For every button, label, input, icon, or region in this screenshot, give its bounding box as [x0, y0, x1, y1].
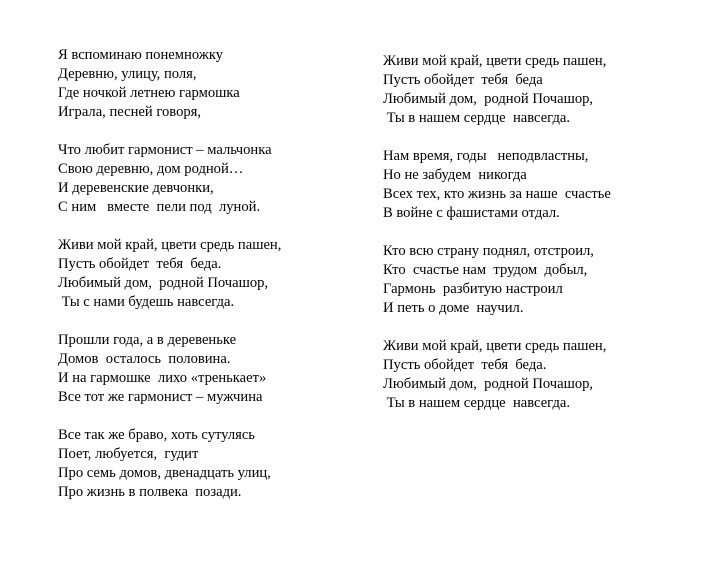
poem-line: С ним вместе пели под луной.: [58, 199, 261, 215]
poem-line: Ты с нами будешь навсегда.: [58, 294, 235, 310]
poem-line: Пусть обойдет тебя беда.: [58, 256, 222, 272]
poem-line: Живи мой край, цвети средь пашен,: [383, 338, 607, 354]
poem-line: Что любит гармонист – мальчонка: [58, 142, 272, 158]
stanza-1: [58, 46, 281, 122]
poem-line: Гармонь разбитую настроил: [383, 281, 563, 297]
poem-line: Деревню, улицу, поля,: [58, 66, 197, 82]
stanza-2: [58, 141, 281, 217]
poem-line: Я вспоминаю понемножку: [58, 47, 224, 63]
poem-line: Живи мой край, цвети средь пашен,: [58, 237, 282, 253]
poem-line: Нам время, годы неподвластны,: [383, 148, 589, 164]
poem-line: Кто всю страну поднял, отстроил,: [383, 243, 594, 259]
poem-line: Пусть обойдет тебя беда.: [383, 357, 547, 373]
poem-line: И деревенские девчонки,: [58, 180, 214, 196]
poem-left-column: [58, 46, 281, 521]
poem-line: Всех тех, кто жизнь за наше счастье: [383, 186, 611, 202]
poem-line: Все тот же гармонист – мужчина: [58, 389, 263, 405]
poem-line: Про жизнь в полвека позади.: [58, 484, 242, 500]
stanza-7: [383, 147, 611, 223]
poem-line: Кто счастье нам трудом добыл,: [383, 262, 588, 278]
poem-right-column: [383, 52, 611, 432]
poem-line: В войне с фашистами отдал.: [383, 205, 560, 221]
poem-line: Играла, песней говоря,: [58, 104, 202, 120]
poem-line: Домов осталось половина.: [58, 351, 231, 367]
poem-line: Где ночкой летнею гармошка: [58, 85, 240, 101]
stanza-8: [383, 242, 611, 318]
poem-line: Но не забудем никогда: [383, 167, 527, 183]
poem-line: И на гармошке лихо «тренькает»: [58, 370, 267, 386]
poem-line: Все так же браво, хоть сутулясь: [58, 427, 255, 443]
poem-line: Прошли года, а в деревеньке: [58, 332, 237, 348]
poem-line: Ты в нашем сердце навсегда.: [383, 110, 570, 126]
poem-line: Пусть обойдет тебя беда: [383, 72, 543, 88]
poem-line: И петь о доме научил.: [383, 300, 524, 316]
stanza-5: [58, 426, 281, 502]
stanza-3-refrain: [58, 236, 281, 312]
poem-line: Поет, любуется, гудит: [58, 446, 199, 462]
poem-line: Свою деревню, дом родной…: [58, 161, 244, 177]
poem-line: Любимый дом, родной Почашор,: [383, 376, 594, 392]
poem-line: Ты в нашем сердце навсегда.: [383, 395, 570, 411]
stanza-6-refrain: [383, 52, 611, 128]
stanza-4: [58, 331, 281, 407]
poem-line: Про семь домов, двенадцать улиц,: [58, 465, 271, 481]
stanza-9-refrain: [383, 337, 611, 413]
poem-line: Любимый дом, родной Почашор,: [58, 275, 269, 291]
poem-line: Живи мой край, цвети средь пашен,: [383, 53, 607, 69]
poem-line: Любимый дом, родной Почашор,: [383, 91, 594, 107]
